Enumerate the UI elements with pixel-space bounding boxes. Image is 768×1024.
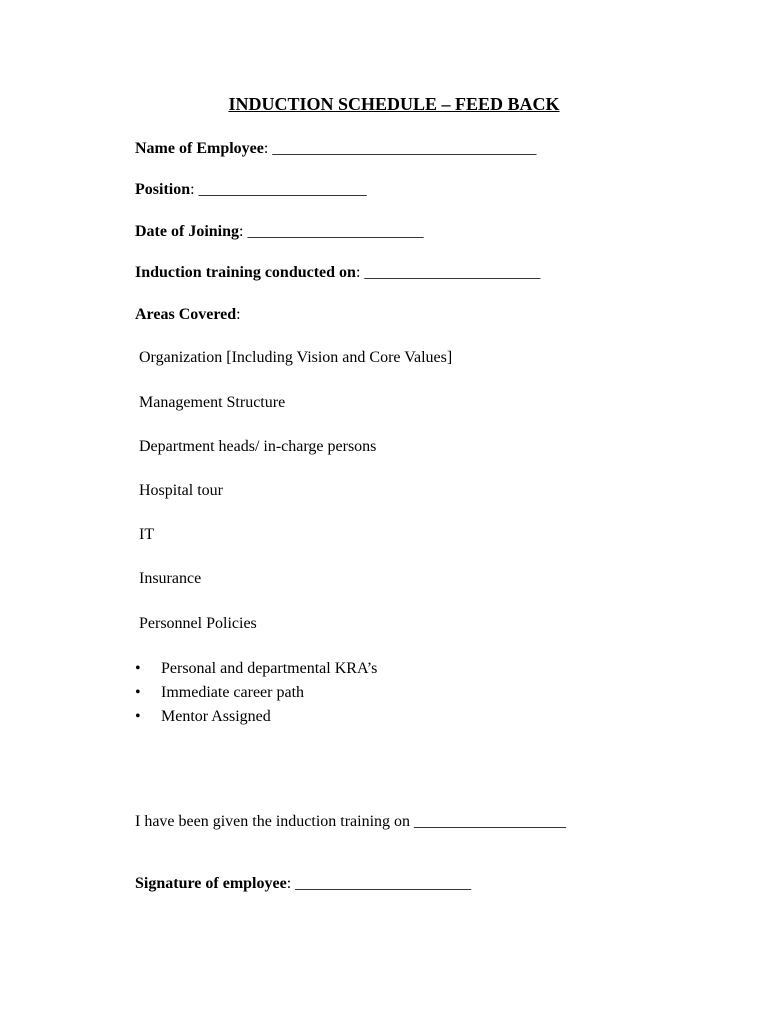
areas-covered-separator: :: [236, 306, 241, 323]
signature-separator: :: [286, 875, 296, 892]
signature-field: [135, 873, 471, 895]
employee-name-separator: :: [263, 140, 273, 157]
area-item: Personnel Policies: [139, 615, 257, 632]
bullet-list-item: [135, 705, 377, 729]
signature-label: Signature of employee: [135, 875, 287, 892]
position-field: [135, 179, 367, 201]
training-conducted-field: [135, 262, 540, 284]
document-title: INDUCTION SCHEDULE – FEED BACK: [228, 94, 560, 114]
bullet-icon: •: [135, 660, 141, 677]
date-of-joining-field: [135, 221, 423, 243]
bullet-list: [135, 657, 377, 729]
areas-covered-label: Areas Covered: [135, 306, 237, 323]
date-of-joining-separator: :: [239, 223, 248, 240]
bullet-icon: •: [135, 708, 141, 725]
employee-name-label: Name of Employee: [135, 140, 264, 157]
area-item: Hospital tour: [139, 482, 223, 499]
area-item: Department heads/ in-charge persons: [139, 438, 377, 455]
bullet-list-item: [135, 657, 377, 681]
area-item: Management Structure: [139, 394, 286, 411]
acknowledgement-text: I have been given the induction training on: [135, 813, 415, 830]
employee-name-blank[interactable]: _________________________________: [272, 140, 537, 157]
date-of-joining-label: Date of Joining: [135, 223, 239, 240]
employee-name-field: [135, 138, 536, 160]
training-conducted-separator: :: [355, 264, 365, 281]
position-blank[interactable]: _____________________: [198, 181, 367, 198]
area-item: IT: [139, 526, 155, 543]
date-of-joining-blank[interactable]: ______________________: [247, 223, 424, 240]
signature-blank[interactable]: ______________________: [295, 875, 472, 892]
bullet-text: Mentor Assigned: [161, 708, 271, 725]
position-separator: :: [190, 181, 199, 198]
training-conducted-label: Induction training conducted on: [135, 264, 356, 281]
bullet-text: Personal and departmental KRA’s: [161, 660, 378, 677]
bullet-list-item: [135, 681, 377, 705]
acknowledgement-blank[interactable]: ___________________: [414, 813, 567, 830]
area-item: Insurance: [139, 570, 202, 587]
acknowledgement-line: [135, 811, 566, 833]
areas-covered-heading: [135, 304, 241, 326]
bullet-text: Immediate career path: [161, 684, 305, 701]
training-conducted-blank[interactable]: ______________________: [364, 264, 541, 281]
position-label: Position: [135, 181, 191, 198]
area-item: Organization [Including Vision and Core Values]: [139, 349, 453, 366]
bullet-icon: •: [135, 684, 141, 701]
